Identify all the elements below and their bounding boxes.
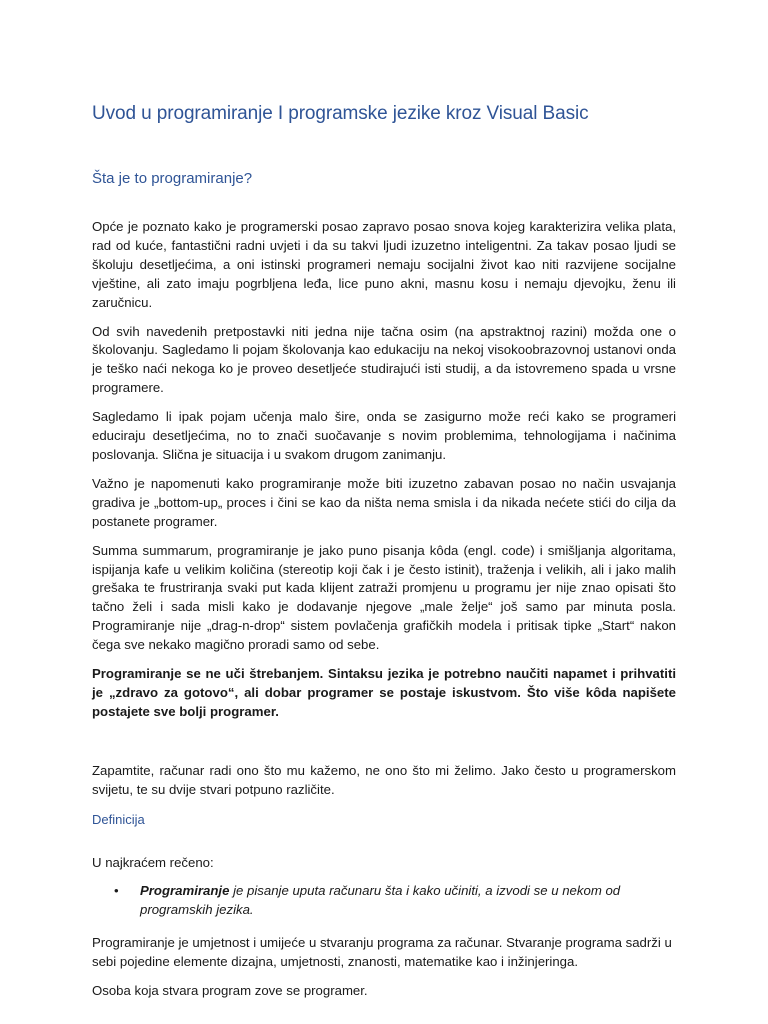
paragraph: Sagledamo li ipak pojam učenja malo šire, onda se zasigurno može reći kako se programeri educiraju desetljećima, no to znači suočavanje s novim problemima, tehnologijama i načinima poslovanja. Slična je situacija i u svakom drugom zanimanju. (92, 409, 676, 462)
document-content (92, 96, 676, 1011)
paragraph: Važno je napomenuti kako programiranje može biti izuzetno zabavan posao no način usvajanja gradiva je „bottom-up„ proces i čini se kao da ništa nema smisla i da nikada nećete stići do cilja da postanete programer. (92, 475, 676, 529)
definition-heading: Definicija (92, 811, 145, 827)
definition-bullet (92, 882, 676, 920)
bullet-definition: je pisanje uputa računaru šta i kako učiniti, a izvodi se u nekom od programskih jezika. (140, 883, 621, 918)
bullet-term: Programiranje (140, 883, 230, 899)
bullet-marker: • (114, 883, 119, 899)
paragraph: Opće je poznato kako je programerski posao zapravo posao snova kojeg karakterizira velika plata, rad od kuće, fantastični radni uvjeti i da su takvi ljudi izuzetno inteligentni. Za takav posao ljudi se školuju desetljećima, a oni istinski programeri nemaju socijalni život kao niti razvijene socijalne vještine, ali zato imaju pogrbljena leđa, lice puno akni, masnu kosu i nemaju djevojku, ženu ili zaručnicu. (92, 219, 676, 310)
bullet-text (140, 882, 676, 920)
short-intro: U najkraćem rečeno: (92, 854, 214, 870)
document-title: Uvod u programiranje I programske jezike kroz Visual Basic (92, 103, 589, 124)
closing-paragraph: Osoba koja stvara program zove se programer. (92, 983, 368, 999)
paragraph: Zapamtite, računar radi ono što mu kažemo, ne ono što mi želimo. Jako često u programerskom svijetu, te su dvije stvari potpuno različite. (92, 762, 676, 797)
paragraph-emphasis: Programiranje se ne uči štrebanjem. Sintaksu jezika je potrebno naučiti napamet i prihvatiti je „zdravo za gotovo“, ali dobar programer se postaje iskustvom. Što više kôda napišete postajete sve bolji programer. (92, 666, 676, 719)
closing-paragraph: Programiranje je umjetnost i umijeće u stvaranju programa za računar. Stvaranje programa sadrži u sebi pojedine elemente dizajna, umjetnosti, znanosti, matematike kao i inžinjeringa. (92, 935, 672, 970)
paragraph: Summa summarum, programiranje je jako puno pisanja kôda (engl. code) i smišljanja algoritama, ispijanja kafe u velikim količina (stereotip koji čak i je često istinit), traženja i velikih, ali i jako malih grešaka te frustriranja svaki put kada klijent zatraži promjenu u programu jer nije znao opisati što tačno želi i sada misli kako je dodavanje njegove „male želje“ još samo par minuta posla. Programiranje nije „drag-n-drop“ sistem povlačenja grafičkih modela i pritisak tipke „Start“ nakon čega sve nekako magično proradi samo od sebe. (92, 542, 676, 653)
paragraph: Od svih navedenih pretpostavki niti jedna nije tačna osim (na apstraktnoj razini) možda one o školovanju. Sagledamo li pojam školovanja kao edukaciju na nekoj visokoobrazovnoj ustanovi onda je teško naći nekoga ko je proveo desetljeće studirajući isti studij, a da istovremeno spada u vrsne programere. (92, 323, 676, 396)
section-heading: Šta je to programiranje? (92, 170, 253, 187)
